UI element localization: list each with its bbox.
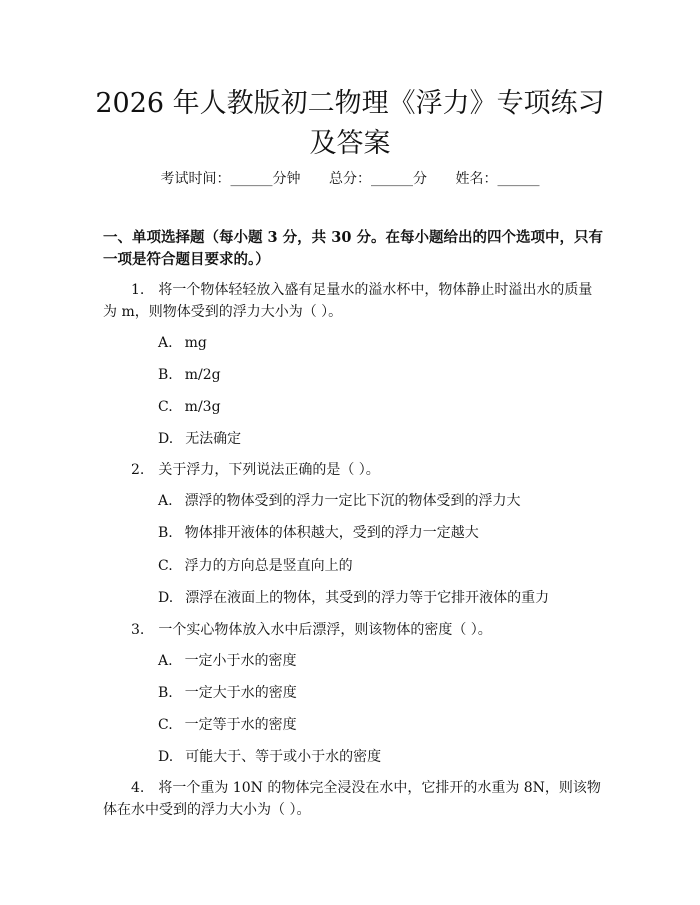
option-text: 无法确定	[185, 431, 242, 447]
question-3-option-b	[158, 683, 608, 703]
question-3-option-a	[158, 651, 608, 671]
question-1-option-b	[158, 365, 608, 385]
option-letter: A.	[158, 335, 173, 351]
option-text: 漂浮的物体受到的浮力一定比下沉的物体受到的浮力大	[184, 493, 521, 509]
question-text: 将一个物体轻轻放入盛有足量水的溢水杯中，物体静止时溢出水的质量为 m，则物体受到的浮力大小为（ ）。	[103, 282, 593, 320]
option-text: m/3g	[184, 399, 221, 415]
total-score-field: 总分：______分	[329, 171, 427, 187]
question-1-option-a	[158, 333, 608, 353]
question-number: 3.	[131, 622, 145, 638]
question-2-option-b	[158, 523, 608, 543]
option-letter: D.	[158, 590, 174, 606]
option-letter: A.	[158, 653, 173, 669]
question-2-option-d	[158, 588, 608, 608]
exam-info-line	[0, 169, 700, 189]
option-text: mg	[184, 335, 207, 351]
option-letter: D.	[158, 431, 174, 447]
question-number: 4.	[131, 780, 145, 796]
question-1-option-d	[158, 429, 608, 449]
option-text: 漂浮在液面上的物体，其受到的浮力等于它排开液体的重力	[185, 590, 550, 606]
document-title: 2026 年人教版初二物理《浮力》专项练习及答案	[95, 88, 605, 159]
question-text: 一个实心物体放入水中后漂浮，则该物体的密度（ ）。	[158, 622, 492, 638]
question-2-option-c	[158, 556, 608, 576]
section-heading: 一、单项选择题（每小题 3 分，共 30 分。在每小题给出的四个选项中，只有一项是符合题目要求的。）	[103, 229, 603, 268]
option-letter: B.	[158, 367, 173, 383]
option-text: 一定小于水的密度	[184, 653, 297, 669]
question-1-option-c	[158, 397, 608, 417]
question-4-stem	[103, 777, 603, 821]
option-text: 一定大于水的密度	[184, 685, 297, 701]
option-letter: C.	[158, 717, 173, 733]
question-text: 将一个重为 10N 的物体完全浸没在水中，它排开的水重为 8N，则该物体在水中受到的浮力大小为（ ）。	[103, 780, 601, 818]
option-text: 浮力的方向总是竖直向上的	[184, 558, 353, 574]
option-letter: B.	[158, 525, 173, 541]
student-name-field: 姓名：______	[455, 171, 540, 187]
question-2-stem	[103, 459, 603, 481]
option-letter: B.	[158, 685, 173, 701]
option-text: 一定等于水的密度	[184, 717, 297, 733]
question-2-option-a	[158, 491, 608, 511]
exam-time-field: 考试时间：______分钟	[160, 171, 301, 187]
question-1-stem	[103, 279, 603, 323]
question-3-option-c	[158, 715, 608, 735]
question-3-stem	[103, 619, 603, 641]
question-number: 2.	[131, 462, 145, 478]
question-number: 1.	[131, 282, 145, 298]
option-text: 物体排开液体的体积越大，受到的浮力一定越大	[184, 525, 479, 541]
option-letter: C.	[158, 399, 173, 415]
option-text: 可能大于、等于或小于水的密度	[185, 749, 382, 765]
option-text: m/2g	[184, 367, 221, 383]
question-text: 关于浮力，下列说法正确的是（ ）。	[158, 462, 380, 478]
option-letter: C.	[158, 558, 173, 574]
question-3-option-d	[158, 747, 608, 767]
option-letter: A.	[158, 493, 173, 509]
option-letter: D.	[158, 749, 174, 765]
